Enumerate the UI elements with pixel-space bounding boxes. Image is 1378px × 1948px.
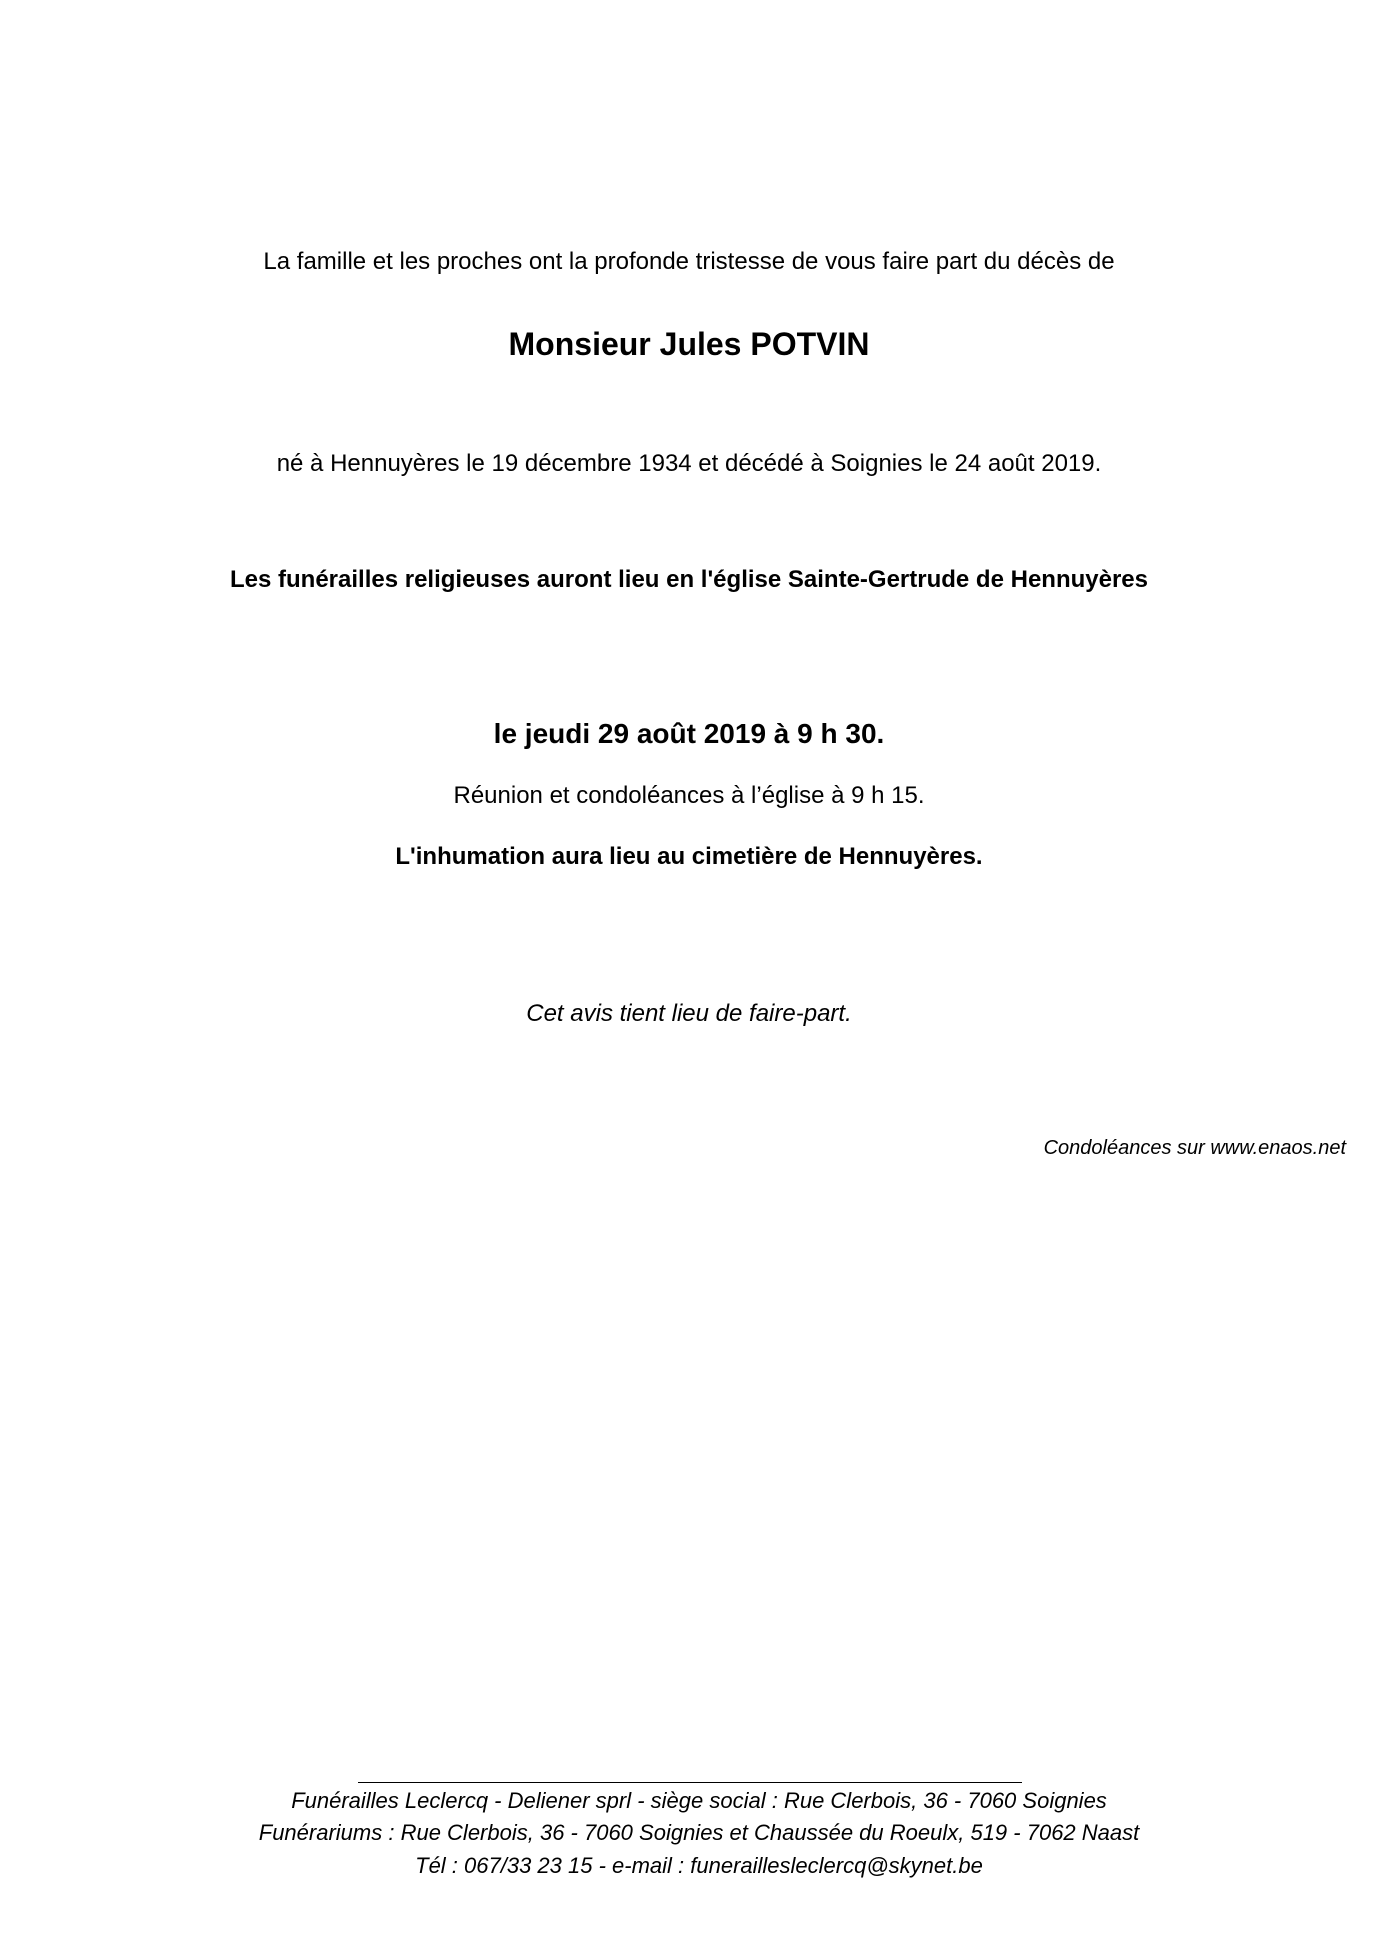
funeral-date-text: le jeudi 29 août 2019 à 9 h 30.: [493, 718, 885, 749]
notice-text: Cet avis tient lieu de faire-part.: [526, 1000, 852, 1027]
birth-death-text: né à Hennuyères le 19 décembre 1934 et décédé à Soignies le 24 août 2019.: [276, 450, 1102, 477]
intro-text: La famille et les proches ont la profonde tristesse de vous faire part du décès de: [263, 248, 1115, 275]
meeting-text: Réunion et condoléances à l’église à 9 h 15.: [453, 782, 925, 809]
footer-line-funerariums: Funérariums : Rue Clerbois, 36 - 7060 Soignies et Chaussée du Roeulx, 519 - 7062 Naast: [258, 1820, 1140, 1845]
funeral-location-text: Les funérailles religieuses auront lieu en l'église Sainte-Gertrude de Hennuyères: [229, 566, 1148, 593]
footer-divider: [358, 1782, 1022, 1783]
footer-line-company: Funérailles Leclercq - Deliener sprl - siège social : Rue Clerbois, 36 - 7060 Soignies: [291, 1788, 1107, 1813]
condolences-link[interactable]: Condoléances sur www.enaos.net: [1043, 1137, 1346, 1159]
footer-line-contact: Tél : 067/33 23 15 - e-mail : funerailles​leclercq@skynet.be: [415, 1853, 983, 1878]
burial-text: L'inhumation aura lieu au cimetière de Hennuyères.: [395, 843, 983, 870]
deceased-name: Monsieur Jules POTVIN: [508, 326, 870, 362]
